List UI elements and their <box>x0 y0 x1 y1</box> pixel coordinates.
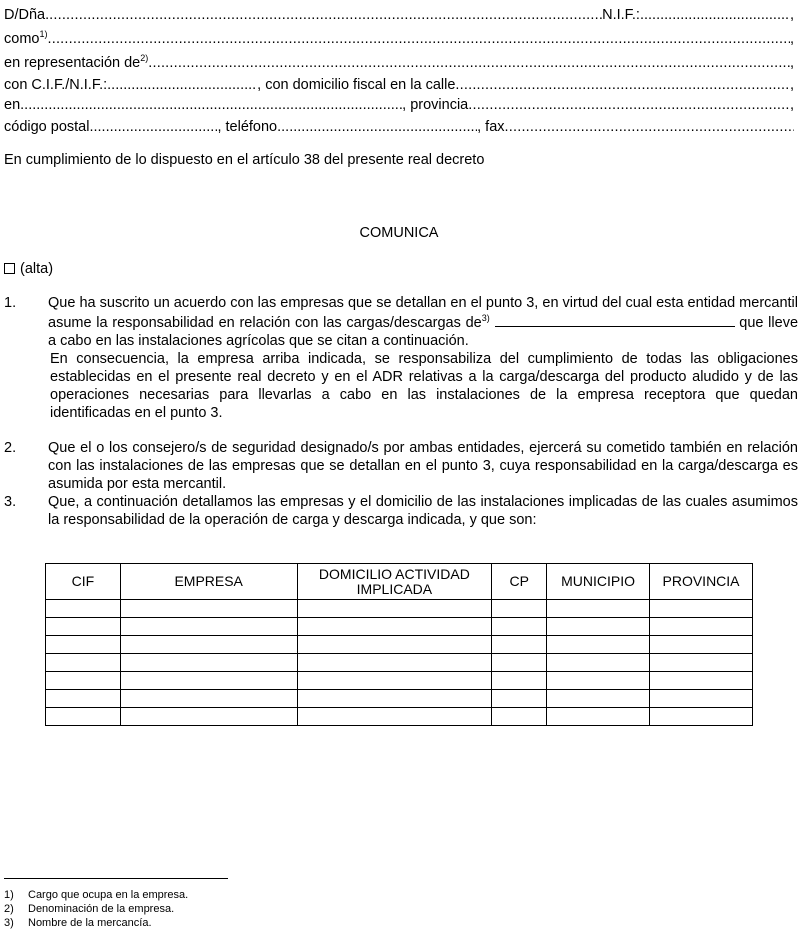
table-cell[interactable] <box>650 600 753 618</box>
table-cell[interactable] <box>547 654 650 672</box>
footnote-divider <box>4 878 228 879</box>
item-2-text: Que el o los consejero/s de seguridad designado/s por ambas entidades, ejercerá su cometido también en relación con las instalaciones de las empresas que se detallan en el punto 3, cuya responsabilidad en la carga/descarga es asumida por esta mercantil. <box>48 440 798 492</box>
field-line-representacion[interactable]: en representación $de^{2)}$ ..... , <box>4 53 794 73</box>
table-row <box>46 618 753 636</box>
table-cell[interactable] <box>547 672 650 690</box>
dotted-field-dna[interactable] <box>49 5 602 25</box>
table-cell[interactable] <box>492 654 547 672</box>
field-line-cif[interactable]: con C.I.F./N.I.F.: ..... , con domicilio fiscal en la calle ..... , <box>4 75 794 95</box>
field-line-cp[interactable] <box>4 117 794 137</box>
table-cell[interactable] <box>297 636 492 654</box>
table-cell[interactable] <box>650 654 753 672</box>
item-number: 1. <box>4 295 17 311</box>
table-cell[interactable] <box>46 618 121 636</box>
table-cell[interactable] <box>120 672 297 690</box>
list-item-2 <box>4 439 798 493</box>
col-header-domicilio: DOMICILIO ACTIVIDAD IMPLICADA <box>297 564 492 600</box>
label-en: en <box>4 97 21 113</box>
table-cell[interactable] <box>46 690 121 708</box>
table-cell[interactable] <box>297 600 492 618</box>
dotted-field-cif[interactable] <box>107 75 257 95</box>
col-header-municipio: MUNICIPIO <box>547 564 650 600</box>
table-cell[interactable] <box>650 708 753 726</box>
item-1-text-c: En consecuencia, la empresa arriba indicada, se responsabiliza del cumplimiento de todas las obligaciones establecidas en el presente real decreto y en el ADR relativas a la carga/descarga del producto aludido y de las operaciones necesarias para llevarlas a cabo en las instalaciones de la empresa receptora que quedan identificadas en el punto 3. <box>50 351 798 421</box>
label-nif: N.I.F.: <box>602 7 640 23</box>
dotted-field-telefono[interactable] <box>277 117 477 137</box>
table-cell[interactable] <box>492 618 547 636</box>
table-cell[interactable] <box>492 672 547 690</box>
dotted-field-cp[interactable] <box>89 117 217 137</box>
dotted-field-domicilio[interactable] <box>455 75 790 95</box>
dotted-field-localidad[interactable] <box>20 95 402 115</box>
col-header-cif: CIF <box>46 564 121 600</box>
table-cell[interactable] <box>120 708 297 726</box>
field-line-en[interactable]: en ..... , provincia ..... , <box>4 95 794 115</box>
comunica-heading: COMUNICA <box>359 225 439 241</box>
list-item-1: 1. Que ha suscrito un acuerdo con las empresas que se detallan en el punto 3, en virtud del cual esta entidad mercantil asume la responsabilidad en relación con las cargas/descargas $de^{3)}$ que lleve a cabo en las instalaciones agrícolas que se citan a continuación. En consecuencia, la empresa arriba indicada, se responsabiliza del cumplimiento de todas las obligaciones establecidas en el presente real decreto y en el ADR relativas a la carga/descarga del producto aludido y de las operaciones necesarias para llevarlas a cabo en las instalaciones de la empresa receptora que quedan identificadas en el punto 3. <box>4 295 799 421</box>
table-cell[interactable] <box>120 636 297 654</box>
label-como: como$^{1)}$ <box>4 29 48 47</box>
dotted-field-provincia[interactable] <box>468 95 790 115</box>
intro-text: En cumplimiento de lo dispuesto en el artículo 38 del presente real decreto <box>4 152 485 168</box>
table-cell[interactable] <box>120 618 297 636</box>
table-cell[interactable] <box>120 654 297 672</box>
table-row <box>46 690 753 708</box>
table-cell[interactable] <box>547 708 650 726</box>
table-cell[interactable] <box>492 690 547 708</box>
table-cell[interactable] <box>46 636 121 654</box>
table-cell[interactable] <box>46 708 121 726</box>
table-cell[interactable] <box>492 600 547 618</box>
table-row <box>46 654 753 672</box>
item-number: 2. <box>4 440 17 456</box>
table-cell[interactable] <box>297 672 492 690</box>
table-cell[interactable] <box>492 708 547 726</box>
table-cell[interactable] <box>297 654 492 672</box>
instalaciones-table <box>45 563 753 726</box>
table-row <box>46 600 753 618</box>
table-cell[interactable] <box>547 618 650 636</box>
label-provincia: , provincia <box>402 97 469 113</box>
field-line-como[interactable]: como$^{1)}$ ..... , <box>4 29 794 49</box>
table-row <box>46 672 753 690</box>
table-row <box>46 636 753 654</box>
mercancia-blank[interactable] <box>495 312 735 327</box>
footnote-3: 3) Nombre de la mercancía. <box>4 917 152 929</box>
dotted-field-fax[interactable] <box>505 117 794 137</box>
label-telefono: , teléfono <box>217 119 278 135</box>
col-header-cp: CP <box>492 564 547 600</box>
table-cell[interactable] <box>297 618 492 636</box>
footnote-2: 2) Denominación de la empresa. <box>4 903 175 915</box>
label-fax: , fax <box>477 119 505 135</box>
table-row <box>46 708 753 726</box>
table-cell[interactable] <box>46 600 121 618</box>
table-cell[interactable] <box>547 690 650 708</box>
table-cell[interactable] <box>46 672 121 690</box>
table-cell[interactable] <box>297 690 492 708</box>
label-cif: con C.I.F./N.I.F.: <box>4 77 108 93</box>
label-dna: D/Dña. <box>4 7 50 23</box>
table-cell[interactable] <box>650 618 753 636</box>
footnote-1: 1) Cargo que ocupa en la empresa. <box>4 889 189 901</box>
dotted-field-representacion[interactable] <box>148 53 790 73</box>
table-cell[interactable] <box>650 636 753 654</box>
item-number: 3. <box>4 494 17 510</box>
label-domicilio: , con domicilio fiscal en la calle <box>257 77 456 93</box>
label-representacion: en representación $de^{2)}$ <box>4 53 149 71</box>
item-1-text-a: Que ha suscrito un acuerdo con las empresas que se detallan en el punto 3, en virtud del cual esta entidad mercantil asume la responsabilidad en relación con las cargas/descargas de <box>48 295 798 331</box>
col-header-provincia: PROVINCIA <box>650 564 753 600</box>
list-item-3 <box>4 493 798 529</box>
table-cell[interactable] <box>297 708 492 726</box>
table-cell[interactable] <box>492 636 547 654</box>
dotted-field-nif[interactable] <box>640 5 790 25</box>
alta-checkbox[interactable] <box>4 263 15 274</box>
field-line-dna[interactable]: D/Dña. ..... N.I.F.: ..... , <box>4 5 794 25</box>
table-cell[interactable] <box>547 600 650 618</box>
alta-label: (alta) <box>20 261 54 277</box>
table-cell[interactable] <box>120 600 297 618</box>
dotted-field-como[interactable] <box>47 29 789 49</box>
table-cell[interactable] <box>650 690 753 708</box>
item-3-text: Que, a continuación detallamos las empresas y el domicilio de las instalaciones implicadas de las cuales asumimos la responsabilidad de la operación de carga y descarga indicada, y que son: <box>48 494 798 528</box>
alta-option[interactable] <box>4 261 794 277</box>
table-cell[interactable] <box>120 690 297 708</box>
label-cp: código postal <box>4 119 90 135</box>
table-cell[interactable] <box>547 636 650 654</box>
col-header-empresa: EMPRESA <box>120 564 297 600</box>
item-1-text-b: que lleve a cabo en las instalaciones agrícolas que se citan a continuación. <box>48 315 799 349</box>
table-cell[interactable] <box>650 672 753 690</box>
table-header-row <box>46 564 753 600</box>
table-cell[interactable] <box>46 654 121 672</box>
